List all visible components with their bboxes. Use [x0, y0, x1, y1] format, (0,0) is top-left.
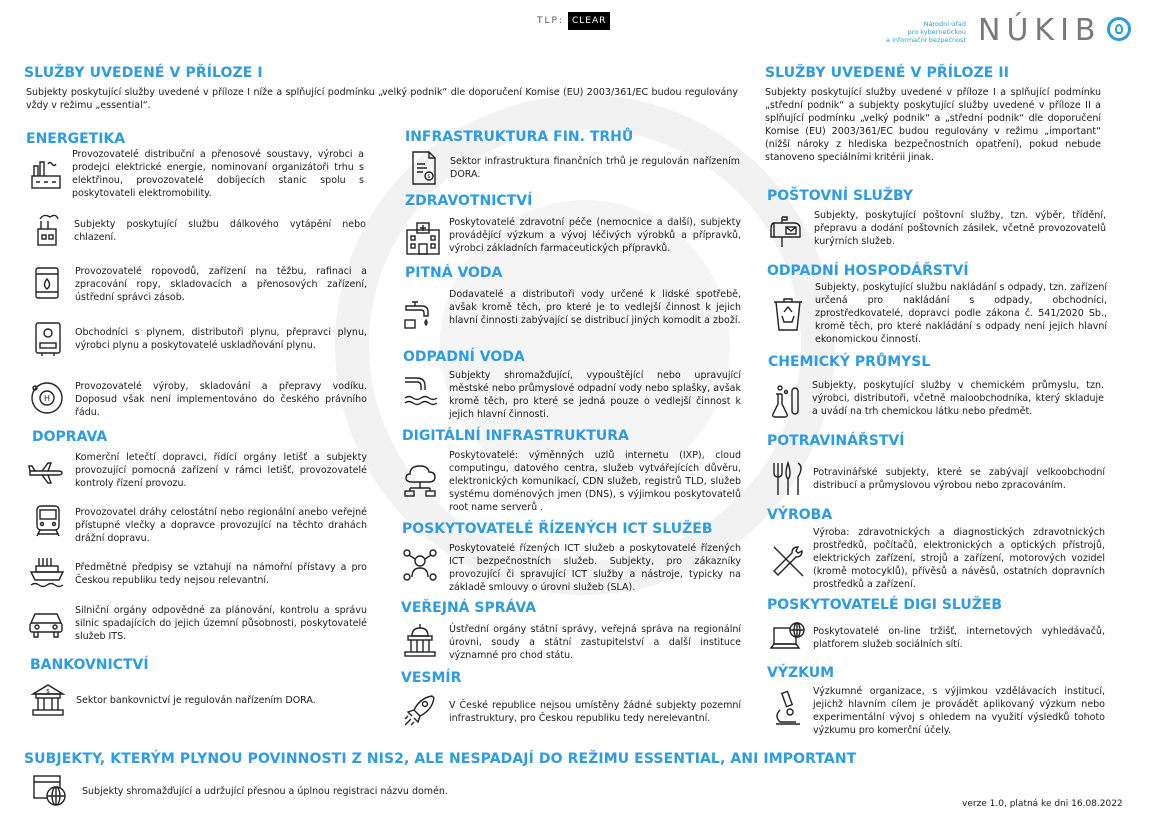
bottom-title: SUBJEKTY, KTERÝM PLYNOU POVINNOSTI Z NIS2, ALE NESPADAJÍ DO REŽIMU ESSENTIAL, ANI IMPORTANT — [24, 751, 857, 767]
ict-services-icon — [402, 547, 438, 583]
cutlery-icon — [770, 461, 806, 497]
version-footer: verze 1.0, platná ke dni 16.08.2022 — [962, 799, 1123, 809]
vesmir-text: V České republice nejsou umístěny žádné subjekty pozemní infrastruktury, pro Českou republiku tedy nerelevantní. — [449, 700, 741, 724]
oil-barrel-icon — [30, 265, 66, 301]
recycling-bin-icon — [770, 296, 806, 332]
digitalni-text: Poskytovatelé: výměnných uzlů internetu (IXP), cloud computingu, datového centra, služeb vytvářejících důvěru, elektronických komunikací, CDN služeb, registrů TLD, služeb systému doménových jmen (DNS), s výjimkou poskytovatelů root name serverů . — [449, 450, 741, 513]
potravinarstvi-title: POTRAVINÁŘSTVÍ — [767, 433, 905, 449]
tlp-clear-badge: CLEAR — [568, 12, 610, 30]
odpadni-voda-title: ODPADNÍ VODA — [403, 349, 525, 365]
doprava-title: DOPRAVA — [32, 429, 108, 445]
bankovnictvi-title: BANKOVNICTVÍ — [30, 657, 149, 673]
tools-icon — [770, 543, 806, 579]
energetika-item: Provozovatelé ropovodů, zařízení na těžbu, rafinaci a zpracování ropy, skladovacích a přenosových zařízení, ústřední správci zásob. — [75, 266, 367, 303]
svg-text:H: H — [43, 394, 51, 403]
bottom-text: Subjekty shromažďující a udržující přesnou a úplnou registraci názvu domén. — [82, 786, 448, 797]
doprava-item: Komerční letečtí dopravci, řídící orgány letišť a subjekty provozující pomocná zařízení v rámci letišť, provozovatelé kontroly řízení provozu. — [75, 452, 367, 489]
logo-subtitle — [880, 20, 966, 44]
water-tap-icon — [402, 294, 438, 330]
energetika-item: Subjekty poskytující službu dálkového vytápění nebo chlazení. — [74, 219, 366, 243]
tlp-label: TLP: — [537, 16, 564, 26]
odpadni-voda-text: Subjekty shromažďující, vypouštějící nebo upravující městské nebo průmyslové odpadní vody nebo splašky, avšak kromě těch, pro které se jedná pouze o vedlejší činnost k jejich hlavní činnosti. — [449, 370, 741, 420]
logo-line: a informační bezpečnost — [886, 36, 966, 44]
doprava-item: Provozovatel dráhy celostátní nebo regionální anebo veřejné přístupné vlečky a dopravce provozující na těchto drahách drážní dopravu. — [75, 507, 367, 544]
train-icon — [30, 503, 66, 539]
pitna-voda-text: Dodavatelé a distributoři vody určené k lidské spotřebě, avšak kromě těch, pro které je to vedlejší činnost k jejich hlavní činnosti zabývající se distribucí jiných komodit a zboží. — [449, 289, 741, 326]
energetika-title: ENERGETIKA — [26, 131, 126, 147]
chemistry-flask-icon — [770, 384, 806, 420]
vesmir-title: VESMÍR — [401, 670, 462, 686]
postovni-text: Subjekty, poskytující poštovní služby, tzn. výběr, třídění, přepravu a dodání poštovních zásilek, včetně provozovatelů kurýrních služeb. — [814, 210, 1106, 247]
airplane-icon — [28, 453, 64, 489]
doprava-item: Silniční orgány odpovědné za plánování, kontrolu a správu silnic spadajících do jejich územní působnosti, poskytovatelé služeb ITS. — [75, 605, 367, 642]
bankovnictvi-text: Sektor bankovnictví je regulován nařízením DORA. — [76, 695, 316, 706]
microscope-icon — [770, 690, 806, 726]
ict-title: POSKYTOVATELÉ ŘÍZENÝCH ICT SLUŽEB — [402, 521, 713, 537]
wastewater-icon — [403, 372, 439, 408]
logo-line: pro kybernetickou — [907, 28, 966, 36]
zdravotnictvi-text: Poskytovatelé zdravotní péče (nemocnice a další), subjekty provádějící výzkum a vývoj léčivých výrobků a přípravků, výrobci základních farmaceutických přípravků. — [449, 217, 741, 254]
mailbox-icon — [770, 213, 806, 249]
government-building-icon — [402, 622, 438, 658]
svg-text:$: $ — [427, 174, 431, 180]
laptop-globe-icon — [770, 620, 806, 656]
logo-emblem-icon — [1107, 17, 1131, 41]
ship-icon — [29, 554, 65, 590]
logo-line: Národní úřad — [923, 20, 966, 28]
section1-intro: Subjekty poskytující služby uvedené v příloze I níže a splňující podmínku „velký podnik“ dle doporučení Komise (EU) 2003/361/EC budou regulovány vždy v režimu „essential“. — [26, 87, 738, 111]
chemicky-text: Subjekty, poskytující služby v chemickém průmyslu, tzn. výrobci, distributoři, včetně maloobchodníka, který skladuje a uvádí na trh chemickou látku nebo předmět. — [812, 380, 1104, 417]
doprava-item: Předmětné předpisy se vztahují na námořní přístavy a pro Českou republiku tedy nejsou relevantní. — [75, 562, 367, 586]
financial-document-icon — [405, 150, 441, 186]
digi-title: POSKYTOVATELÉ DIGI SLUŽEB — [767, 597, 1003, 613]
svg-text:$: $ — [46, 688, 50, 695]
infra-fin-text: Sektor infrastruktura finančních trhů je regulován nařízením DORA. — [450, 156, 740, 180]
verejna-text: Ústřední orgány státní správy, veřejná správa na regionální úrovni, soudy a státní zastupitelství a další instituce významné pro chod státu. — [449, 624, 741, 661]
vyzkum-title: VÝZKUM — [767, 665, 835, 681]
energetika-item: Provozovatelé výroby, skladování a přepravy vodíku. Doposud však není implementováno do českého právního řádu. — [75, 381, 367, 418]
ict-text: Poskytovatelé řízených ICT služeb a poskytovatelé řízených ICT bezpečnostních služeb. Subjekty, pro zákazníky provozující či spravující ICT služby a nástroje, typicky na základě smlouvy o úrovni služeb (SLA). — [449, 543, 741, 593]
vyroba-text: Výroba: zdravotnických a diagnostických zdravotnických prostředků, počítačů, elektronických a optických přístrojů, elektrických zařízení, strojů a zařízení, motorových vozidel (kromě motocyklů), přívěsů a návěsů, ostatních dopravních prostředků a zařízení. — [813, 527, 1105, 590]
potravinarstvi-text: Potravinářské subjekty, které se zabývají velkoobchodní distribucí a průmyslovou výrobou nebo zpracováním. — [813, 467, 1105, 491]
odpadni-hosp-title: ODPADNÍ HOSPODÁŘSTVÍ — [767, 263, 969, 279]
bank-icon — [30, 682, 66, 718]
car-icon — [28, 605, 64, 641]
tlp-marking — [537, 12, 610, 30]
network-icon — [402, 462, 438, 498]
chemicky-title: CHEMICKÝ PRŮMYSL — [768, 354, 931, 370]
vyroba-title: VÝROBA — [767, 507, 833, 523]
zdravotnictvi-title: ZDRAVOTNICTVÍ — [405, 193, 533, 209]
section2-title: SLUŽBY UVEDENÉ V PŘÍLOZE II — [765, 65, 1010, 81]
hospital-icon — [405, 220, 441, 256]
hydrogen-icon — [29, 380, 65, 416]
pitna-voda-title: PITNÁ VODA — [405, 265, 503, 281]
postovni-title: POŠTOVNÍ SLUŽBY — [767, 188, 914, 204]
verejna-title: VEŘEJNÁ SPRÁVA — [401, 600, 537, 616]
infra-fin-title: INFRASTRUKTURA FIN. TRHŮ — [405, 129, 634, 145]
gas-boiler-icon — [30, 321, 66, 357]
section2-intro: Subjekty poskytující služby uvedené v příloze I a splňující podmínku „střední podnik“ a subjekty poskytující služby uvedené v příloze II a splňující podmínku „velký podnik“ a „střední podnik“ dle doporučení Komise (EU) 2003/361/EC budou regulovány v režimu „important“ (nižší nároky z hlediska bezpečnostních opatření), pokud nebude stanoveno speciálními kritérii jinak. — [765, 87, 1101, 163]
odpadni-hosp-text: Subjekty, poskytující službu nakládání s odpady, tzn. zařízení určená pro nakládání s odpady, obchodníci, zprostředkovatelé, dopravci podle zákona č. 541/2020 Sb., kromě těch, pro které nakládání s odpady není jejich hlavní ekonomickou činností. — [815, 282, 1107, 345]
logo-name: NÚKIB — [978, 13, 1102, 48]
rocket-icon — [402, 692, 438, 728]
digitalni-title: DIGITÁLNÍ INFRASTRUKTURA — [402, 428, 629, 444]
energetika-item: Provozovatelé distribuční a přenosové soustavy, výrobci a prodejci elektrické energie, nominovaní organizátoři trhu s elektřinou, provozovatelé dobíjecích stanic spolu s poskytovateli elektromobility. — [72, 149, 364, 199]
power-plant-icon — [28, 156, 64, 192]
energetika-item: Obchodníci s plynem, distributoři plynu, přepravci plynu, výrobci plynu a poskytovatelé uskladňování plynu. — [75, 327, 367, 351]
digi-text: Poskytovatelé on-line tržišť, internetových vyhledávačů, platforem služeb sociálních sítí. — [813, 626, 1105, 650]
district-heating-icon — [30, 211, 66, 247]
web-domain-icon — [32, 772, 68, 808]
vyzkum-text: Výzkumné organizace, s výjimkou vzdělávacích institucí, jejichž hlavním cílem je provádět aplikovaný výzkum nebo experimentální vývoj s ohledem na využití výsledků tohoto výzkumu pro komerční účely. — [813, 686, 1105, 736]
section1-title: SLUŽBY UVEDENÉ V PŘÍLOZE I — [24, 65, 263, 81]
